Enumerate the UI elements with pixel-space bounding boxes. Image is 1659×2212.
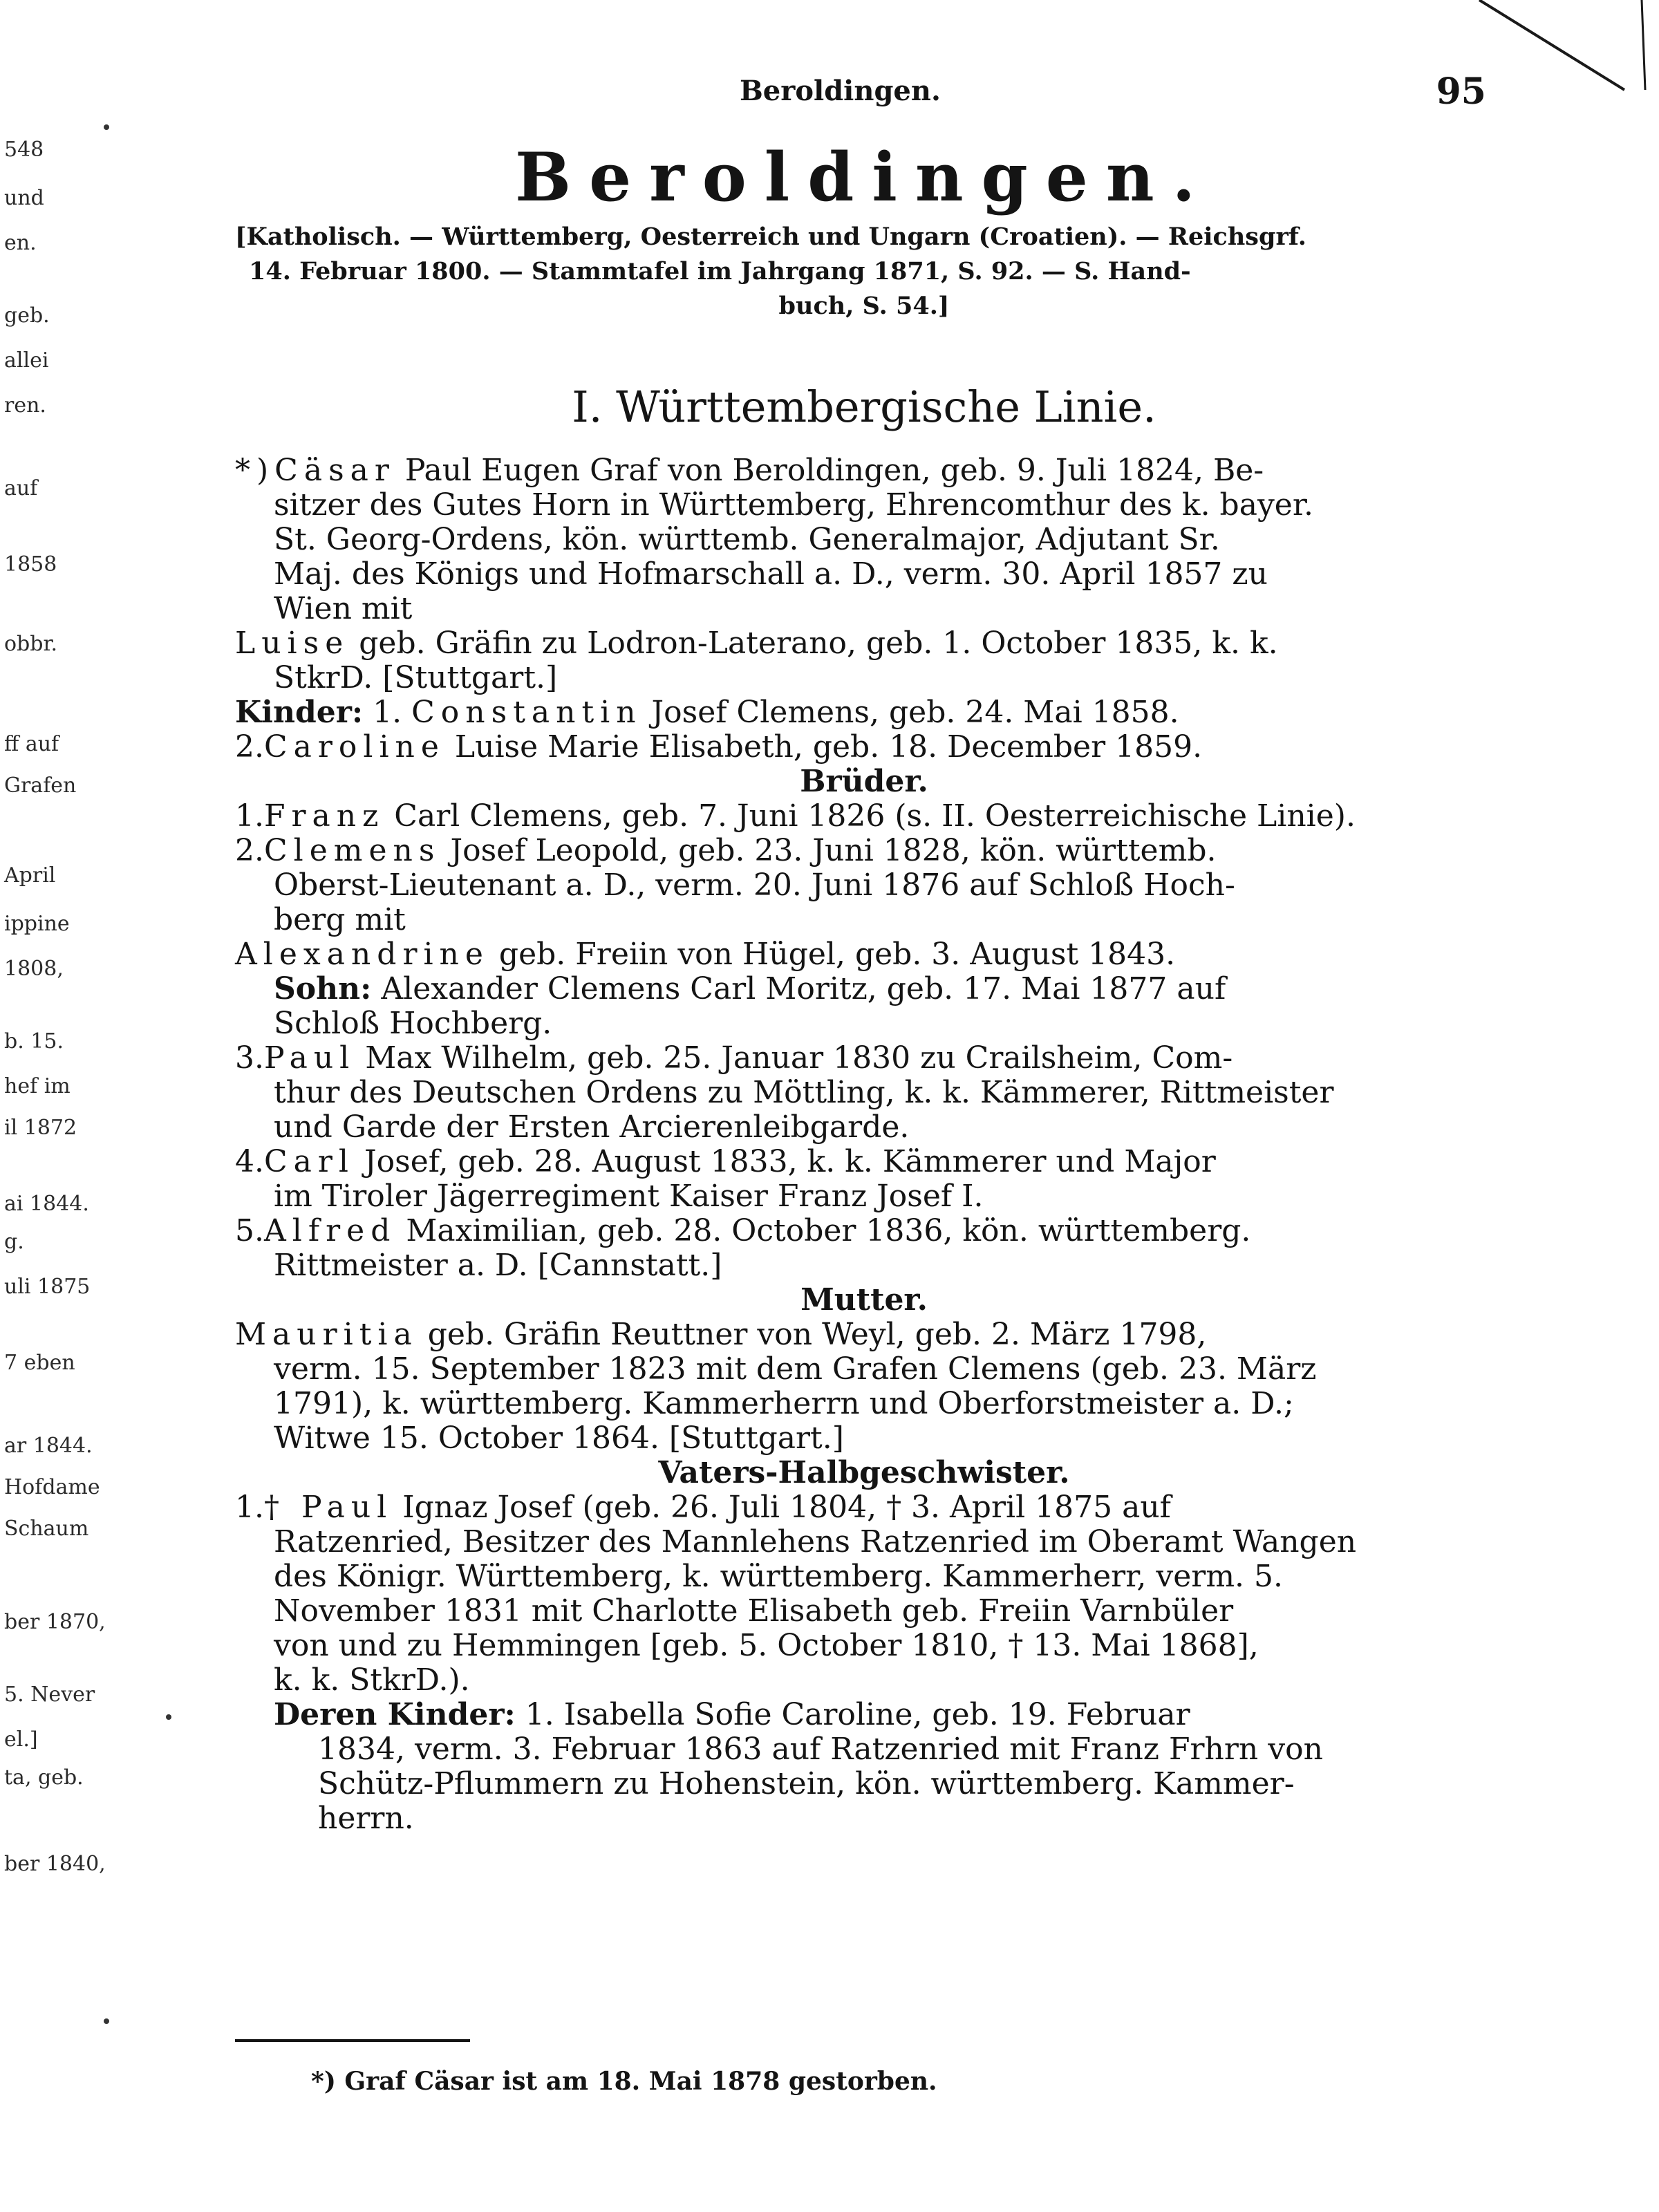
margin-fragment: allei (4, 348, 49, 373)
entry-line: Schloß Hochberg. (274, 1006, 552, 1041)
intro-line: 14. Februar 1800. — Stammtafel im Jahrgang 1871, S. 92. — S. Hand- (249, 257, 1191, 285)
entry-name: Franz (263, 798, 385, 834)
entry-name: Caroline (263, 729, 445, 765)
entry-line: thur des Deutschen Ordens zu Möttling, k. k. Kämmerer, Rittmeister (274, 1075, 1334, 1110)
entry-line: 1834, verm. 3. Februar 1863 auf Ratzenried mit Franz Frhrn von (318, 1732, 1323, 1767)
margin-fragment: 1858 (4, 552, 57, 577)
entry-line: November 1831 mit Charlotte Elisabeth geb. Freiin Varnbüler (274, 1593, 1234, 1629)
margin-fragment: ta, geb. (4, 1765, 84, 1790)
margin-fragment: 548 (4, 138, 44, 162)
margin-fragment: hef im (4, 1074, 71, 1098)
entry-line: Luise geb. Gräfin zu Lodron-Laterano, geb. 1. October 1835, k. k. (235, 626, 1278, 661)
entry-line: StkrD. [Stuttgart.] (274, 660, 558, 695)
entry-name: † Paul (263, 1490, 393, 1525)
entry-name: Paul (263, 1040, 356, 1076)
entry-line: Wien mit (274, 591, 413, 626)
margin-fragment: Hofdame (4, 1475, 100, 1499)
entry-line: 3.Paul Max Wilhelm, geb. 25. Januar 1830 zu Crailsheim, Com- (235, 1040, 1233, 1076)
page-content (235, 0, 1493, 2212)
speck (166, 1714, 171, 1720)
entry-line: St. Georg-Ordens, kön. württemb. Generalmajor, Adjutant Sr. (274, 522, 1220, 557)
entry-line: von und zu Hemmingen [geb. 5. October 1810, † 13. Mai 1868], (274, 1628, 1259, 1663)
section-title: I. Württembergische Linie. (572, 382, 1156, 432)
entry-line: des Königr. Württemberg, k. württemberg. Kammerherr, verm. 5. (274, 1559, 1283, 1594)
margin-fragment: g. (4, 1230, 24, 1254)
entry-line: herrn. (318, 1801, 414, 1836)
entry-line: Kinder: 1. Constantin Josef Clemens, geb. 24. Mai 1858. (235, 695, 1179, 730)
page-number: 95 (1436, 71, 1486, 113)
margin-fragment: ber 1840, (4, 1852, 106, 1876)
entry-name: Alfred (263, 1213, 397, 1248)
footnote-rule (235, 2039, 470, 2042)
entry-line: im Tiroler Jägerregiment Kaiser Franz Josef I. (274, 1179, 984, 1214)
page-title: Beroldingen. (514, 138, 1214, 216)
entry-line: Maj. des Königs und Hofmarschall a. D., verm. 30. April 1857 zu (274, 556, 1268, 592)
running-head-title: Beroldingen. (740, 75, 941, 107)
entry-line: k. k. StkrD.). (274, 1662, 470, 1698)
entry-name: Constantin (411, 695, 642, 730)
section-heading-brothers: Brüder. (800, 764, 928, 799)
entry-line: 4.Carl Josef, geb. 28. August 1833, k. k. Kämmerer und Major (235, 1144, 1216, 1179)
speck (104, 2018, 109, 2024)
entry-name: Clemens (263, 833, 441, 868)
entry-name: Mauritia (235, 1317, 418, 1352)
margin-fragment: el.] (4, 1727, 38, 1752)
genealogy-body (235, 453, 1493, 1836)
children-label: Kinder: (235, 695, 364, 730)
running-head (235, 71, 1493, 116)
corner-pen-mark (1479, 0, 1659, 118)
margin-fragment: 7 eben (4, 1351, 75, 1375)
entry-line: Rittmeister a. D. [Cannstatt.] (274, 1248, 722, 1283)
entry-line: Witwe 15. October 1864. [Stuttgart.] (274, 1421, 844, 1456)
margin-fragment: 5. Never (4, 1683, 95, 1707)
entry-name: *)Cäsar (235, 453, 395, 488)
entry-line: Sohn: Alexander Clemens Carl Moritz, geb. 17. Mai 1877 auf (274, 971, 1226, 1006)
entry-line: Oberst-Lieutenant a. D., verm. 20. Juni 1876 auf Schloß Hoch- (274, 868, 1235, 903)
entry-line: Alexandrine geb. Freiin von Hügel, geb. 3. August 1843. (235, 937, 1176, 972)
footnote: *) Graf Cäsar ist am 18. Mai 1878 gestorben. (311, 2067, 937, 2096)
entry-name: Carl (263, 1144, 355, 1179)
entry-line: berg mit (274, 902, 406, 937)
margin-fragment: b. 15. (4, 1029, 64, 1053)
entry-line: 1791), k. württemberg. Kammerherrn und Oberforstmeister a. D.; (274, 1386, 1294, 1421)
margin-fragment: Grafen (4, 774, 77, 798)
entry-line: 2.Caroline Luise Marie Elisabeth, geb. 18. December 1859. (235, 729, 1203, 765)
margin-fragment: und (4, 186, 44, 210)
speck (104, 124, 109, 130)
margin-fragment: 1808, (4, 957, 64, 981)
margin-fragment: April (4, 863, 56, 888)
margin-fragment: en. (4, 231, 37, 255)
margin-fragment: ippine (4, 912, 70, 936)
margin-fragment: geb. (4, 303, 50, 328)
margin-fragment: ff auf (4, 732, 59, 756)
margin-fragment: obbr. (4, 632, 58, 656)
entry-line: sitzer des Gutes Horn in Württemberg, Ehrencomthur des k. bayer. (274, 487, 1314, 523)
entry-line: Ratzenried, Besitzer des Mannlehens Ratzenried im Oberamt Wangen (274, 1524, 1357, 1559)
entry-name: Alexandrine (235, 937, 489, 972)
left-margin-fragments (0, 0, 106, 2212)
margin-fragment: ber 1870, (4, 1610, 106, 1634)
section-heading-mother: Mutter. (800, 1282, 928, 1318)
margin-fragment: ai 1844. (4, 1192, 89, 1216)
son-label: Sohn: (274, 971, 372, 1006)
entry-line: Mauritia geb. Gräfin Reuttner von Weyl, geb. 2. März 1798, (235, 1317, 1207, 1352)
entry-name: Luise (235, 626, 350, 661)
entry-line: 2.Clemens Josef Leopold, geb. 23. Juni 1828, kön. württemb. (235, 833, 1217, 868)
margin-fragment: auf (4, 476, 38, 500)
entry-line: verm. 15. September 1823 mit dem Grafen Clemens (geb. 23. März (274, 1351, 1317, 1387)
entry-line: Schütz-Pflummern zu Hohenstein, kön. württemberg. Kammer- (318, 1766, 1295, 1801)
intro-line: buch, S. 54.] (778, 292, 950, 320)
entry-line: und Garde der Ersten Arcierenleibgarde. (274, 1109, 910, 1145)
their-children-label: Deren Kinder: (274, 1697, 516, 1732)
section-heading-half-siblings: Vaters-Halbgeschwister. (658, 1455, 1070, 1490)
entry-line: 5.Alfred Maximilian, geb. 28. October 1836, kön. württemberg. (235, 1213, 1251, 1248)
margin-fragment: Schaum (4, 1517, 89, 1541)
margin-fragment: uli 1875 (4, 1275, 91, 1299)
intro-line: [Katholisch. — Württemberg, Oesterreich und Ungarn (Croatien). — Reichsgrf. (235, 223, 1306, 251)
entry-line: 1.Franz Carl Clemens, geb. 7. Juni 1826 (s. II. Oesterreichische Linie). (235, 798, 1356, 834)
margin-fragment: ren. (4, 393, 46, 418)
entry-line: *)Cäsar Paul Eugen Graf von Beroldingen, geb. 9. Juli 1824, Be- (235, 453, 1264, 488)
entry-line: Deren Kinder: 1. Isabella Sofie Caroline, geb. 19. Februar (274, 1697, 1190, 1732)
entry-line: 1.† Paul Ignaz Josef (geb. 26. Juli 1804, † 3. April 1875 auf (235, 1490, 1171, 1525)
margin-fragment: ar 1844. (4, 1434, 93, 1458)
intro-paragraph (235, 220, 1493, 324)
margin-fragment: il 1872 (4, 1116, 77, 1140)
